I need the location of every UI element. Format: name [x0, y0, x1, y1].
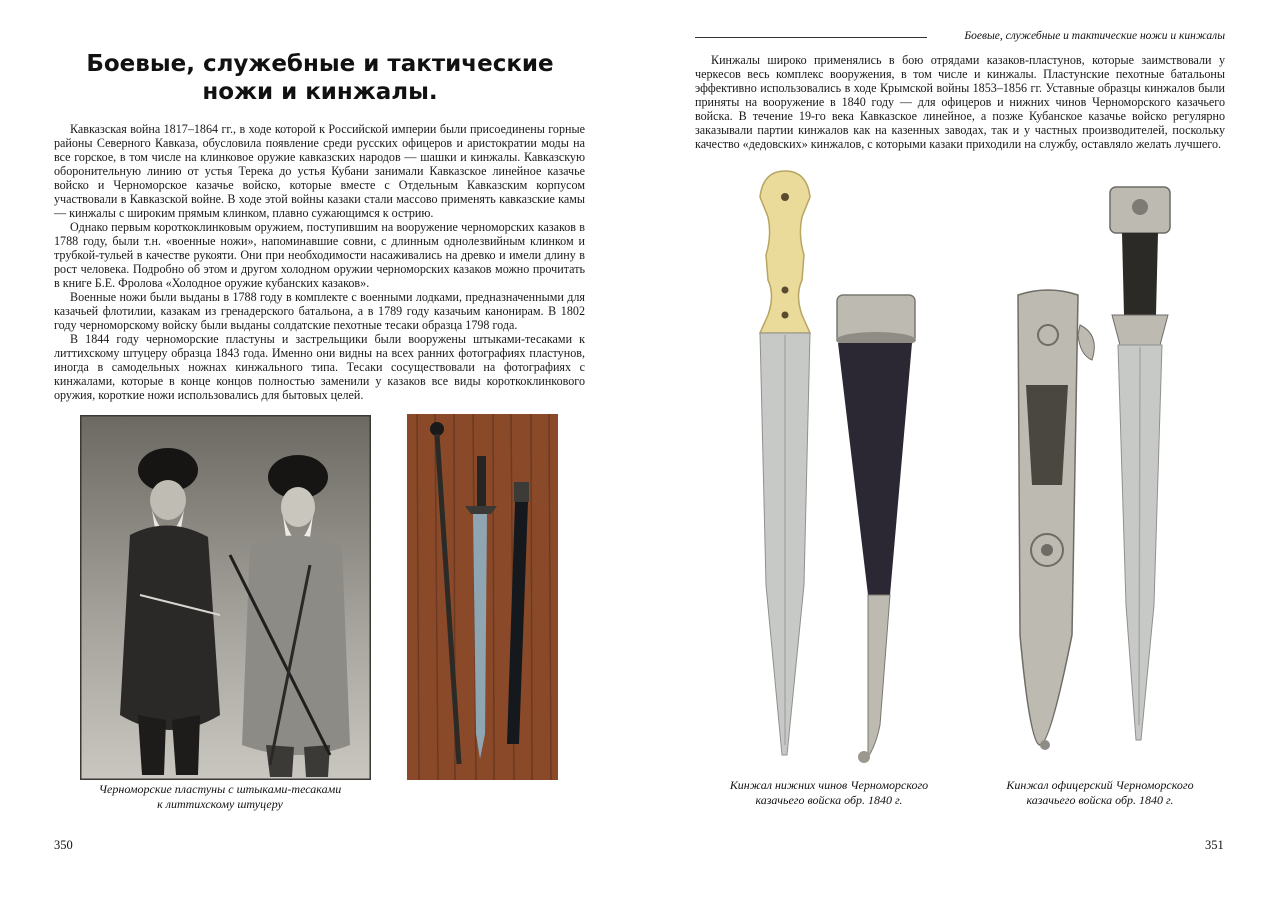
paragraph: Военные ножи были выданы в 1788 году в комплекте с военными лодками, предназначенными для казачьей флотилии, казакам из гренадерского батальона, а в 1789 году казачьим канонирам. В 1802 году черноморскому войску были выданы солдатские пехотные тесаки образца 1798 года.: [54, 290, 585, 332]
officer-dagger-photo: [1010, 185, 1180, 750]
running-head-text: Боевые, служебные и тактические ножи и кинжалы: [964, 30, 1225, 42]
officer-scabbard-icon: [1018, 290, 1094, 750]
enlisted-dagger-caption-line2: казачьего войска обр. 1840 г.: [755, 793, 903, 807]
running-head-rule: [695, 37, 927, 38]
enlisted-dagger-caption: [700, 778, 958, 808]
bayonet-photo: [407, 414, 558, 780]
page-number: 350: [54, 838, 73, 852]
enlisted-dagger-photo: [740, 165, 920, 770]
enlisted-dagger-icon: [760, 171, 810, 755]
cossack-photo: [80, 415, 371, 780]
chapter-title-line1: Боевые, служебные и тактические: [86, 51, 554, 77]
enlisted-dagger-caption-line1: Кинжал нижних чинов Черноморского: [729, 778, 929, 792]
officer-dagger-caption: [980, 778, 1220, 808]
photo-caption: [80, 782, 360, 812]
paragraph: Кавказская война 1817–1864 гг., в ходе которой к Российской империи были присоединены горные районы Северного Кавказа, обусловила появление среди русских офицеров и аристократии моды на все горское, в том числе на клинковое оружие кавказских народов — шашки и кинжалы. Кавказскую оборонительную линию от устья Терека до устья Кубани занимали Кавказское линейное казачье войско и Черноморское казачье войско, которые вместе с Отдельным Кавказским корпусом участвовали в Кавказской войне. В ходе этой войны казаки стали массово применять кавказские камы — кинжалы с широким прямым клинком, плавно сужающимся к острию.: [54, 122, 585, 220]
officer-dagger-caption-line1: Кинжал офицерский Черноморского: [1006, 778, 1194, 792]
officer-dagger-caption-line2: казачьего войска обр. 1840 г.: [1026, 793, 1174, 807]
officer-dagger-icon: [1110, 187, 1170, 740]
paragraph: Кинжалы широко применялись в бою отрядами казаков-пластунов, которые заимствовали у черкесов весь комплекс вооружения, в том числе и кинжалы. Пластунские пехотные батальоны эффективно использовались в ходе Крымской войны 1853–1856 гг. Уставные образцы кинжалов были приняты на вооружение в 1840 году — для офицеров и нижних чинов Черноморского казачьего войска. В течение 19-го века Кавказское линейное, а позже Кубанское казачье войско регулярно заказывали партии кинжалов как на казенных заводах, так и у частных производителей, поскольку качество «дедовских» кинжалов, с которыми казаки приходили на службу, оставляло желать лучшего.: [695, 53, 1225, 151]
left-body-text: [54, 122, 585, 402]
page-number: 351: [1205, 838, 1224, 852]
enlisted-scabbard-icon: [836, 295, 916, 763]
paragraph: В 1844 году черноморские пластуны и застрельщики были вооружены штыками-тесаками к литтихскому штуцеру образца 1843 года. Именно они видны на всех ранних фотографиях пластунов, иногда в самодельных ножнах кинжального типа. Тесаки сосуществовали на фотографиях с кинжалами, которые в конце концов полностью заменили у казаков все виды короткоклинкового оружия, короткие ножи использовались для бытовых целей.: [54, 332, 585, 402]
photo-caption-line1: Черноморские пластуны с штыками-тесаками: [98, 782, 342, 796]
right-body-text: [695, 53, 1225, 151]
running-head: [695, 29, 1225, 43]
paragraph: Однако первым короткоклинковым оружием, поступившим на вооружение черноморских казаков в 1788 году, были т.н. «военные ножи», напоминавшие совни, с длинным однолезвийным клинком и трубкой-тульей в качестве рукояти. Они при необходимости насаживались на древко и имели длину в рост человека. Подробно об этом и другом холодном оружии черноморских казаков можно прочитать в книге Б.Е. Фролова «Холодное оружие кубанских казаков».: [54, 220, 585, 290]
photo-caption-line2: к литтихскому штуцеру: [157, 797, 283, 811]
chapter-title-line2: ножи и кинжалы.: [202, 79, 438, 105]
chapter-title: [60, 50, 580, 106]
